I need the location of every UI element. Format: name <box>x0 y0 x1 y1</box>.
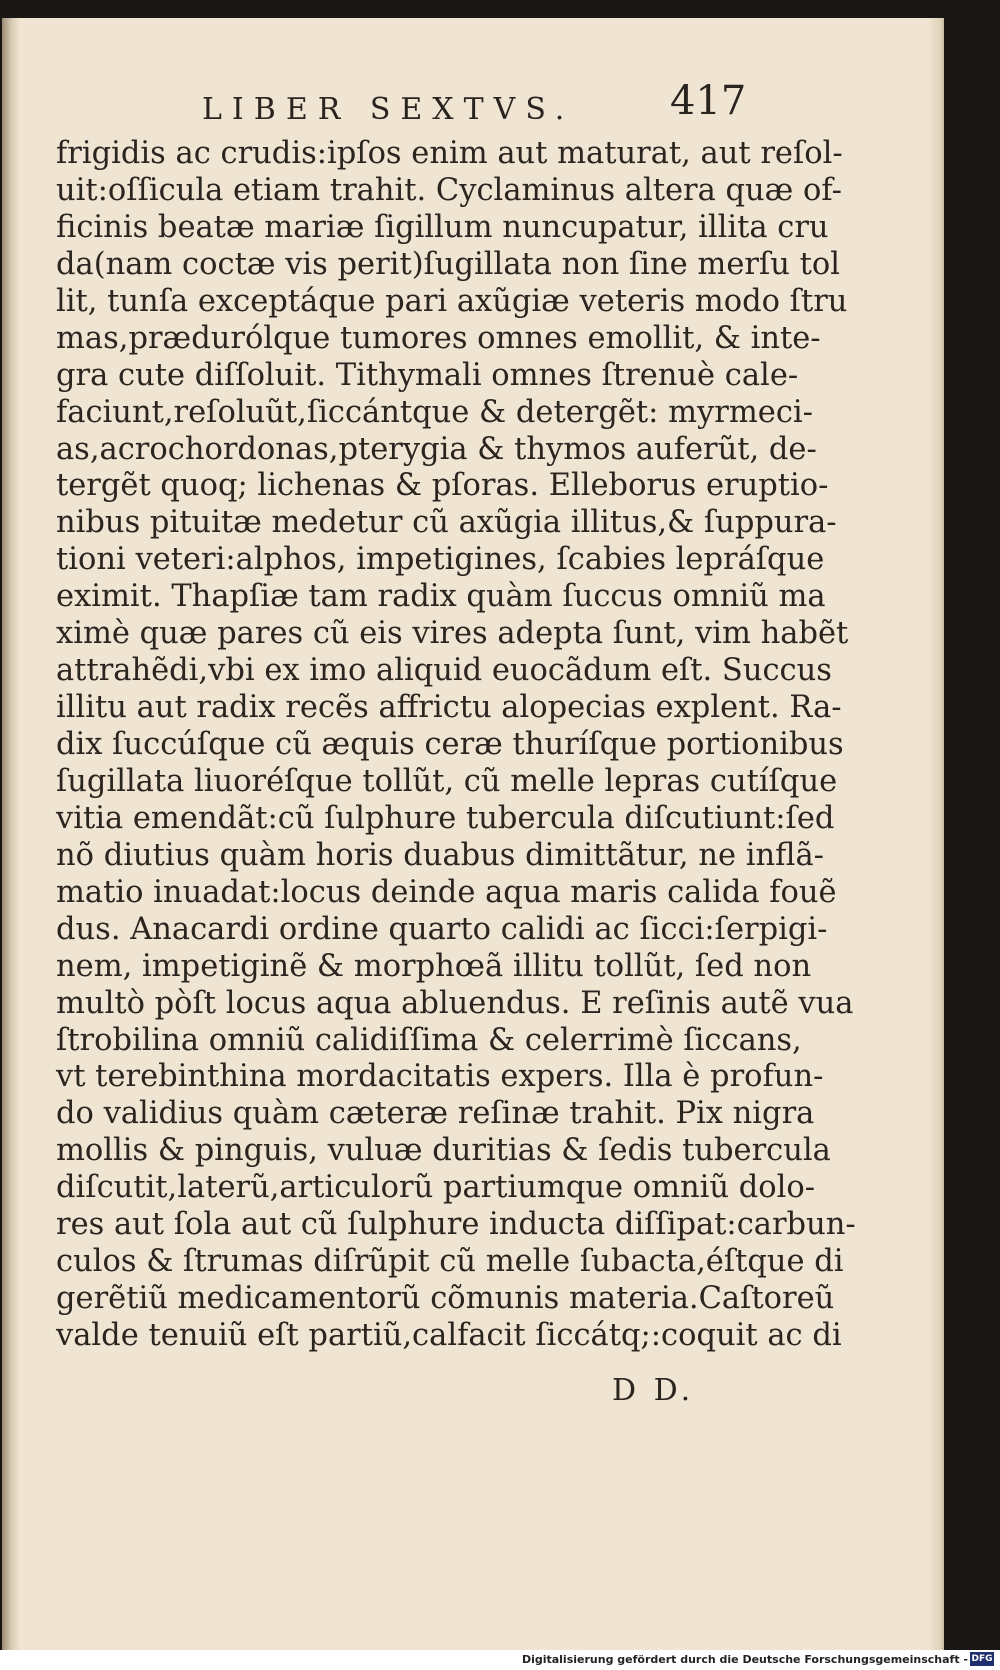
text-line: tergẽt quoq; lichenas & pſoras. Elleborus eruptio- <box>56 468 829 504</box>
funding-credit: Digitalisierung gefördert durch die Deutsche Forschungsgemeinschaft - <box>521 1653 968 1666</box>
text-line: mas,prædurólque tumores omnes emollit, & inte- <box>56 320 821 356</box>
text-line: res aut ſola aut cũ ſulphure inducta diſſipat:carbun- <box>56 1207 856 1243</box>
text-line: diſcutit,laterũ,articulorũ partiumque omniũ dolo- <box>56 1170 816 1206</box>
text-line: uit:oſſicula etiam trahit. Cyclaminus altera quæ of- <box>56 172 842 208</box>
text-line: vt terebinthina mordacitatis expers. Illa è profun- <box>56 1059 824 1095</box>
page-number: 417 <box>670 78 747 124</box>
text-line: do validius quàm cæteræ reſinæ trahit. Pix nigra <box>56 1096 815 1132</box>
page-header <box>2 74 942 127</box>
text-line: nõ diutius quàm horis duabus dimittãtur, ne inflã- <box>56 837 824 873</box>
text-line: dus. Anacardi ordine quarto calidi ac ſicci:ſerpigi- <box>56 911 828 947</box>
catchword-signature: D D. <box>612 1373 695 1408</box>
text-line: nem, impetiginẽ & morphœã illitu tollũt, ſed non <box>56 948 812 984</box>
text-line: illitu aut radix recẽs affrictu alopecias explent. Ra- <box>56 690 842 726</box>
text-line: frigidis ac crudis:ipſos enim aut maturat, aut reſol- <box>56 136 843 171</box>
dfg-logo: DFG <box>971 1654 993 1664</box>
text-line: vitia emendãt:cũ ſulphure tubercula diſcutiunt:ſed <box>56 800 835 836</box>
text-line: valde tenuiũ eſt partiũ,calfacit ſiccátq;:coquit ac di <box>56 1318 842 1353</box>
text-line: ſugillata liuoréſque tollũt, cũ melle lepras cutíſque <box>56 763 838 799</box>
text-line: nibus pituitæ medetur cũ axũgia illitus,& ſuppura- <box>56 505 837 541</box>
text-line: ſtrobilina omniũ calidiſſima & celerrimè ſiccans, <box>56 1022 802 1058</box>
text-line: ficinis beatæ mariæ ſigillum nuncupatur, illita cru <box>56 209 829 245</box>
text-line: faciunt,reſoluũt,ſiccántque & detergẽt: myrmeci- <box>56 394 813 430</box>
text-line: ximè quæ pares cũ eis vires adepta ſunt, vim habẽt <box>56 616 849 652</box>
text-line: attrahẽdi,vbi ex imo aliquid euocãdum eſt. Succus <box>56 653 832 689</box>
text-line: tioni veteri:alphos, impetigines, ſcabies lepráſque <box>56 542 825 578</box>
book-page <box>2 18 944 1650</box>
text-line: culos & ſtrumas diſrũpit cũ melle ſubacta,éſtque di <box>56 1244 844 1280</box>
text-line: mollis & pinguis, vuluæ duritias & ſedis tubercula <box>56 1133 831 1169</box>
text-line: matio inuadat:locus deinde aqua maris calida fouẽ <box>56 874 837 910</box>
page-gutter-shadow <box>2 18 20 1650</box>
page-fore-edge <box>928 18 942 1650</box>
text-line: gra cute diſſoluit. Tithymali omnes ſtrenuè cale- <box>56 357 799 393</box>
text-line: da(nam coctæ vis perit)ſugillata non ſine merſu tol <box>56 246 840 282</box>
text-line: gerẽtiũ medicamentorũ cõmunis materia.Caſtoreũ <box>56 1281 835 1317</box>
body-text <box>56 136 856 1355</box>
text-line: eximit. Thapſiæ tam radix quàm ſuccus omniũ ma <box>56 579 826 615</box>
digitization-footer <box>0 1650 1000 1670</box>
text-line: as,acrochordonas,pterygia & thymos auferũt, de- <box>56 431 817 467</box>
text-line: lit, tunſa exceptáque pari axũgiæ veteris modo ſtru <box>56 283 848 319</box>
running-head: LIBER SEXTVS. <box>202 92 575 127</box>
text-line: multò pòſt locus aqua abluendus. E reſinis autẽ vua <box>56 985 854 1021</box>
text-line: dix ſuccúſque cũ æquis ceræ thuríſque portionibus <box>56 727 844 762</box>
